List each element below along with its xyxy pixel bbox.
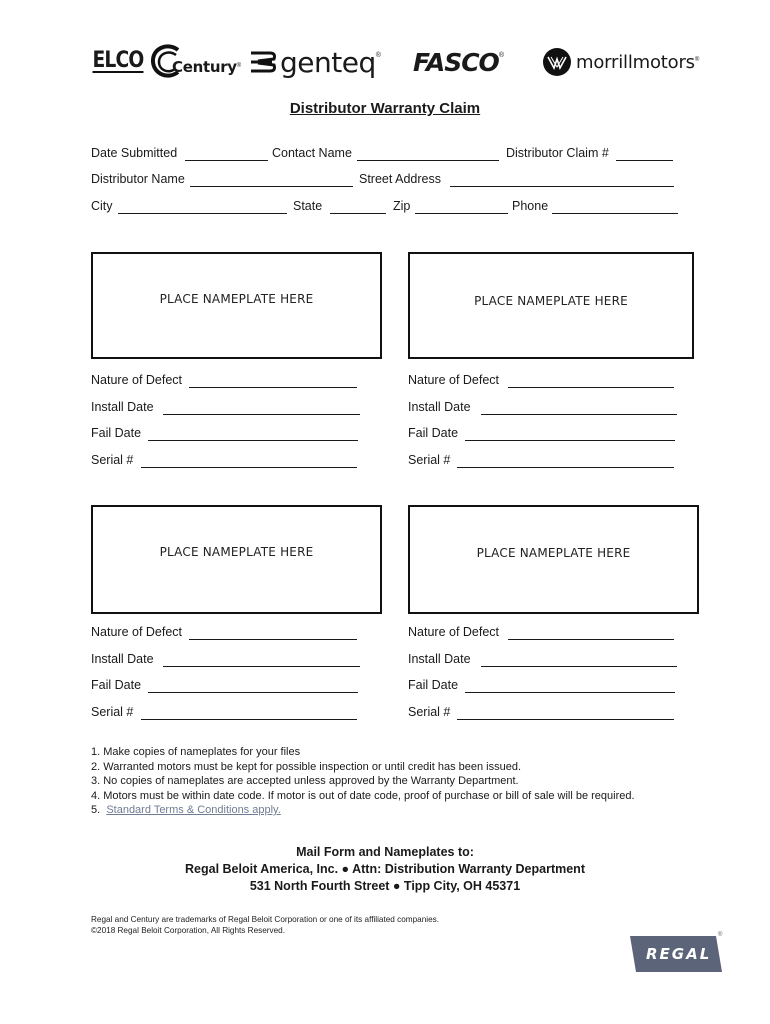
fail-date-label-1: Fail Date	[91, 426, 142, 440]
genteq-logo	[248, 40, 381, 84]
serial-label-3: Serial #	[91, 705, 134, 719]
distributor-claim-field[interactable]	[616, 160, 673, 161]
serial-field-1[interactable]	[141, 467, 357, 468]
nameplate-label: PLACE NAMEPLATE HERE	[159, 545, 314, 559]
nameplate-label: PLACE NAMEPLATE HERE	[159, 292, 314, 306]
install-date-label-2: Install Date	[408, 400, 471, 414]
nature-of-defect-field-2[interactable]	[508, 387, 674, 388]
registered-mark: ®	[718, 932, 723, 938]
regal-logo	[630, 934, 724, 974]
date-submitted-field[interactable]	[185, 160, 268, 161]
phone-field[interactable]	[552, 213, 678, 214]
genteq-wind-icon	[248, 47, 278, 77]
fasco-logo	[413, 40, 504, 84]
elco-logo-text: ELCO	[92, 48, 144, 73]
registered-mark: ®	[498, 51, 504, 59]
nameplate-box-3[interactable]	[91, 505, 382, 614]
city-field[interactable]	[118, 213, 287, 214]
serial-label-4: Serial #	[408, 705, 451, 719]
install-date-field-1[interactable]	[163, 414, 360, 415]
street-address-label: Street Address	[359, 172, 441, 186]
install-date-label-3: Install Date	[91, 652, 154, 666]
century-logo-text: Century	[172, 58, 237, 76]
serial-label-2: Serial #	[408, 453, 451, 467]
note-item: 3. No copies of nameplates are accepted unless approved by the Warranty Department.	[91, 775, 519, 788]
fail-date-field-2[interactable]	[465, 440, 675, 441]
elco-logo	[88, 40, 148, 84]
nature-of-defect-label-3: Nature of Defect	[91, 625, 183, 639]
state-label: State	[293, 199, 323, 213]
distributor-name-label: Distributor Name	[91, 172, 185, 186]
nameplate-box-4[interactable]	[408, 505, 699, 614]
mail-address-line1: Regal Beloit America, Inc. ● Attn: Distribution Warranty Department	[185, 862, 585, 876]
century-logo	[150, 40, 241, 84]
morrill-fan-icon	[542, 47, 572, 77]
fail-date-label-4: Fail Date	[408, 678, 459, 692]
nameplate-box-1[interactable]	[91, 252, 382, 359]
serial-field-4[interactable]	[457, 719, 674, 720]
note-number: 5.	[91, 804, 101, 817]
mail-heading: Mail Form and Nameplates to:	[296, 845, 474, 859]
fail-date-field-4[interactable]	[465, 692, 675, 693]
date-submitted-label: Date Submitted	[91, 146, 178, 160]
contact-name-label: Contact Name	[272, 146, 352, 160]
trademark-notice: Regal and Century are trademarks of Regal Beloit Corporation or one of its affiliated companies.	[91, 915, 440, 924]
morrill-logo-text: morrillmotors	[576, 51, 695, 73]
note-item: 2. Warranted motors must be kept for possible inspection or until credit has been issued.	[91, 760, 522, 773]
nameplate-label: PLACE NAMEPLATE HERE	[476, 546, 631, 560]
distributor-name-field[interactable]	[190, 186, 353, 187]
nature-of-defect-label-1: Nature of Defect	[91, 373, 183, 387]
registered-mark: ®	[694, 57, 700, 63]
nature-of-defect-label-2: Nature of Defect	[408, 373, 500, 387]
distributor-claim-label: Distributor Claim #	[506, 146, 609, 160]
serial-label-1: Serial #	[91, 453, 134, 467]
phone-label: Phone	[512, 199, 549, 213]
note-item: 4. Motors must be within date code. If motor is out of date code, proof of purchase or bill of sale will be required.	[91, 789, 635, 802]
zip-field[interactable]	[415, 213, 508, 214]
note-item	[91, 803, 635, 818]
regal-logo-text: REGAL	[646, 945, 712, 963]
street-address-field[interactable]	[450, 186, 674, 187]
install-date-field-4[interactable]	[481, 666, 677, 667]
mail-address-line2: 531 North Fourth Street ● Tipp City, OH 45371	[249, 879, 521, 893]
serial-field-2[interactable]	[457, 467, 674, 468]
copyright-notice: ©2018 Regal Beloit Corporation, All Rights Reserved.	[91, 926, 285, 935]
city-label: City	[91, 199, 113, 213]
nameplate-box-2[interactable]	[408, 252, 694, 359]
contact-name-field[interactable]	[357, 160, 499, 161]
notes-list	[91, 745, 635, 818]
genteq-logo-text: genteq	[280, 45, 376, 79]
note-item: 1. Make copies of nameplates for your files	[91, 746, 301, 758]
fail-date-label-2: Fail Date	[408, 426, 459, 440]
registered-mark: ®	[375, 51, 381, 59]
nature-of-defect-field-3[interactable]	[189, 639, 357, 640]
nameplate-label: PLACE NAMEPLATE HERE	[474, 294, 628, 308]
zip-label: Zip	[393, 199, 411, 213]
fail-date-field-3[interactable]	[148, 692, 358, 693]
install-date-field-3[interactable]	[163, 666, 360, 667]
state-field[interactable]	[330, 213, 386, 214]
nature-of-defect-field-4[interactable]	[508, 639, 674, 640]
morrill-logo	[542, 40, 699, 84]
nature-of-defect-field-1[interactable]	[189, 387, 357, 388]
nature-of-defect-label-4: Nature of Defect	[408, 625, 500, 639]
fasco-logo-text: FASCO	[413, 47, 499, 77]
form-title: Distributor Warranty Claim	[289, 100, 481, 117]
terms-conditions-link[interactable]: Standard Terms & Conditions apply.	[106, 804, 281, 817]
fail-date-field-1[interactable]	[148, 440, 358, 441]
install-date-label-4: Install Date	[408, 652, 471, 666]
install-date-label-1: Install Date	[91, 400, 154, 414]
serial-field-3[interactable]	[141, 719, 357, 720]
install-date-field-2[interactable]	[481, 414, 677, 415]
registered-mark: ®	[236, 63, 242, 69]
fail-date-label-3: Fail Date	[91, 678, 142, 692]
